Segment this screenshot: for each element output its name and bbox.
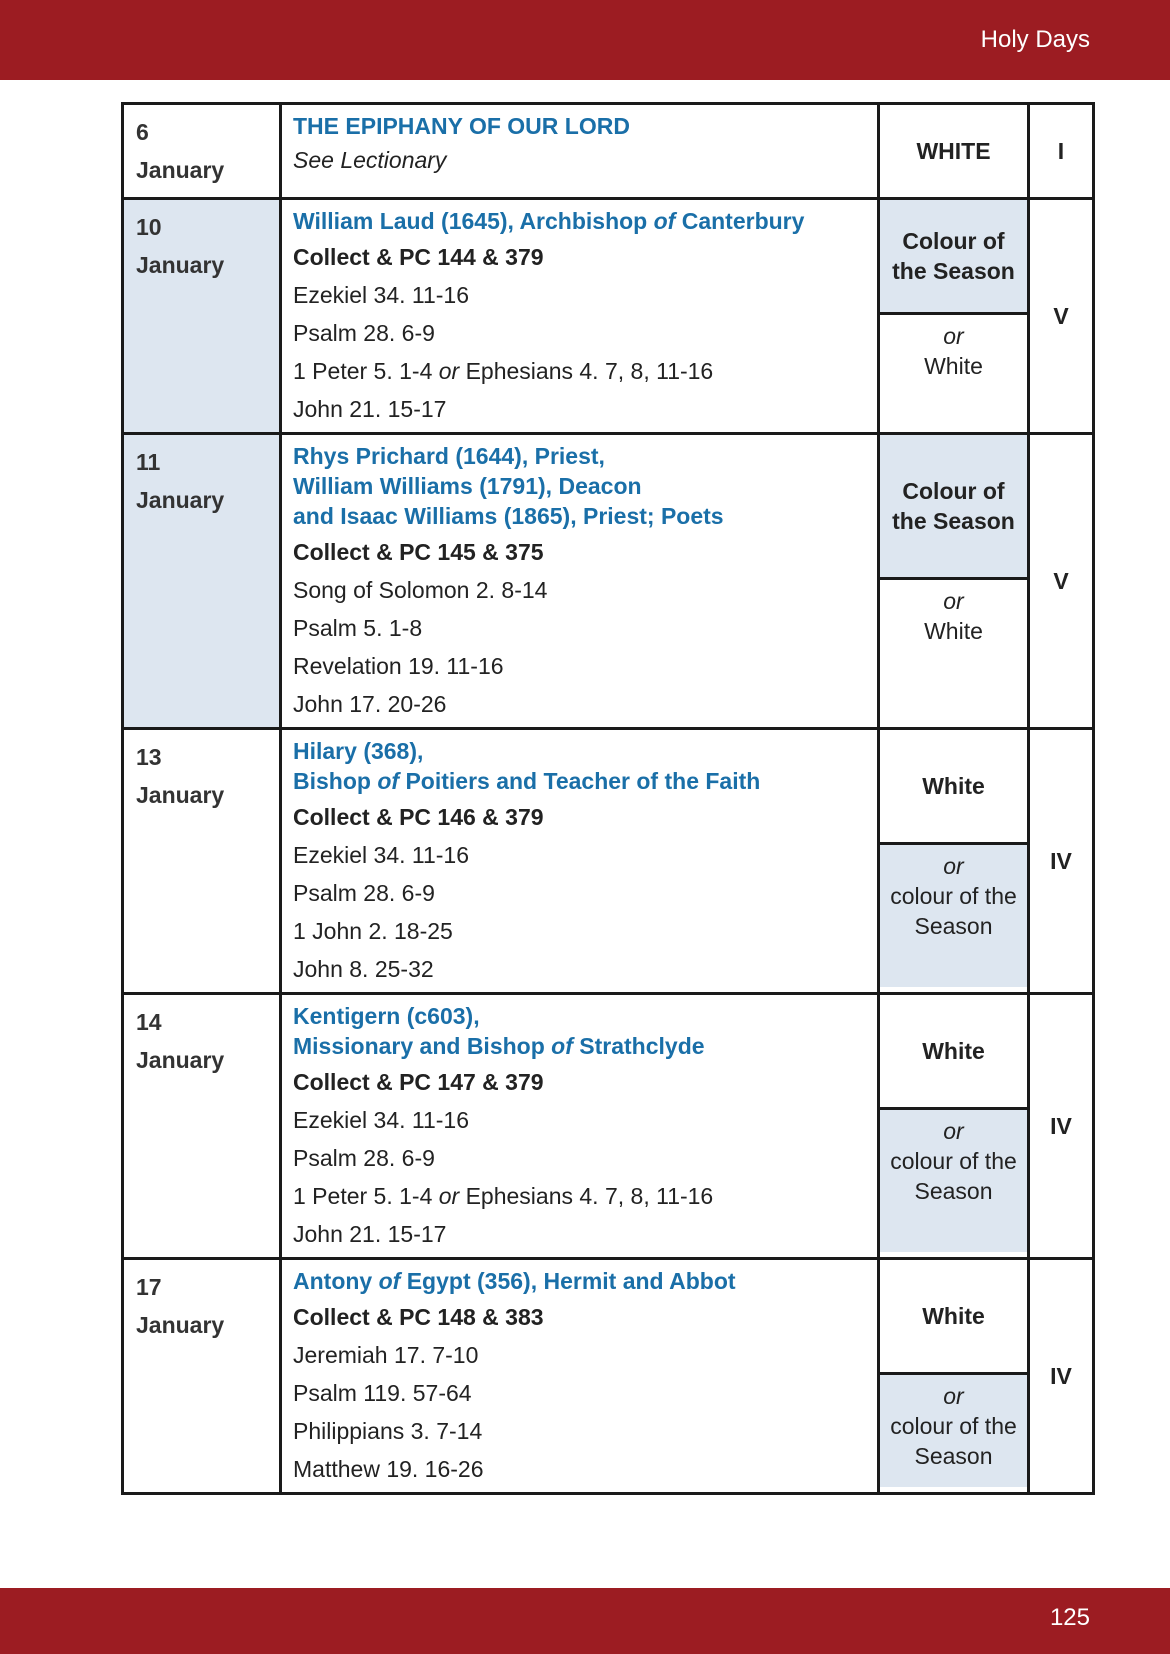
text-run: Psalm 5. 1-8 <box>293 615 423 641</box>
text-run: Strathclyde <box>572 1033 705 1059</box>
reading-line <box>293 685 867 723</box>
commemoration-cell <box>281 729 879 994</box>
reading-line <box>293 1101 867 1139</box>
text-run: Egypt (356), Hermit and Abbot <box>400 1268 736 1294</box>
date-cell <box>123 434 281 729</box>
text-run: Psalm 28. 6-9 <box>293 320 435 346</box>
liturgical-colour-cell <box>879 434 1029 729</box>
title-line <box>293 111 867 141</box>
date-cell <box>123 729 281 994</box>
date-month: January <box>136 157 225 183</box>
text-run: Ezekiel 34. 11-16 <box>293 842 470 868</box>
table-row <box>123 994 1094 1259</box>
running-header-title: Holy Days <box>980 26 1090 53</box>
colour-alternative <box>880 315 1027 427</box>
text-run: 1 Peter 5. 1-4 <box>293 1183 439 1209</box>
text-run: Psalm 119. 57-64 <box>293 1380 472 1406</box>
date-cell <box>123 1259 281 1494</box>
colour-alt-label: colour of the Season <box>890 1148 1017 1204</box>
title-line <box>293 766 867 796</box>
text-run: Revelation 19. 11-16 <box>293 653 504 679</box>
italic-word: of <box>551 1033 573 1059</box>
page-number: 125 <box>1049 1604 1090 1631</box>
date-month: January <box>136 487 225 513</box>
table-row <box>123 729 1094 994</box>
text-run: Song of Solomon 2. 8-14 <box>293 577 548 603</box>
italic-word: or <box>438 358 460 384</box>
reading-line <box>293 390 867 428</box>
text-run: Matthew 19. 16-26 <box>293 1456 484 1482</box>
colour-or: or <box>943 1118 964 1144</box>
date-month: January <box>136 1312 225 1338</box>
title-line <box>293 471 867 501</box>
date-cell <box>123 994 281 1259</box>
date-day: 11 <box>136 449 161 475</box>
reading-line <box>293 314 867 352</box>
commemoration-title <box>293 111 867 141</box>
date-day: 6 <box>136 119 149 145</box>
title-line <box>293 1031 867 1061</box>
text-run: 1 John 2. 18-25 <box>293 918 453 944</box>
text-run: Philippians 3. 7-14 <box>293 1418 483 1444</box>
reading-line <box>293 1374 867 1412</box>
table-row <box>123 1259 1094 1494</box>
reading-line <box>293 571 867 609</box>
footer-band <box>0 1588 1170 1654</box>
rank-cell: V <box>1029 199 1094 434</box>
commemoration-title <box>293 1266 867 1296</box>
reading-line <box>293 276 867 314</box>
commemoration-cell <box>281 994 879 1259</box>
colour-alt-label: White <box>924 353 983 379</box>
commemoration-title <box>293 736 867 796</box>
colour-alt-label: White <box>924 618 983 644</box>
text-run: John 21. 15-17 <box>293 396 447 422</box>
holy-days-table <box>121 102 1095 1495</box>
reading-line <box>293 912 867 950</box>
commemoration-cell <box>281 434 879 729</box>
colour-or: or <box>943 323 964 349</box>
reading-line <box>293 1336 867 1374</box>
liturgical-colour-cell <box>879 104 1029 199</box>
date-cell <box>123 199 281 434</box>
liturgical-colour-cell <box>879 1259 1029 1494</box>
text-run: William Williams (1791), Deacon <box>293 473 642 499</box>
text-run: Ephesians 4. 7, 8, 11-16 <box>459 358 714 384</box>
colour-alternative <box>880 1375 1027 1487</box>
table-row <box>123 199 1094 434</box>
rank-cell: IV <box>1029 994 1094 1259</box>
text-run: THE EPIPHANY OF OUR LORD <box>293 113 630 139</box>
reading-line <box>293 874 867 912</box>
collect-reference: Collect & PC 148 & 383 <box>293 1304 544 1330</box>
date-cell <box>123 104 281 199</box>
title-line <box>293 501 867 531</box>
colour-alternative <box>880 845 1027 987</box>
date-day: 13 <box>136 744 162 770</box>
text-run: 1 Peter 5. 1-4 <box>293 358 439 384</box>
italic-word: of <box>377 768 400 794</box>
date-day: 17 <box>136 1274 162 1300</box>
reading-line <box>293 647 867 685</box>
colour-primary: White <box>880 730 1027 845</box>
text-run: Ezekiel 34. 11-16 <box>293 282 470 308</box>
colour-primary: Colour of the Season <box>880 435 1027 580</box>
colour-or: or <box>943 1383 964 1409</box>
liturgical-colour-cell <box>879 729 1029 994</box>
title-line <box>293 1001 867 1031</box>
rank-cell: IV <box>1029 1259 1094 1494</box>
date-month: January <box>136 252 225 278</box>
text-run: Poitiers and Teacher of the Faith <box>399 768 761 794</box>
reading-line <box>293 1412 867 1450</box>
date-month: January <box>136 782 225 808</box>
reading-line <box>293 1450 867 1488</box>
colour-primary: White <box>880 995 1027 1110</box>
text-run: Ezekiel 34. 11-16 <box>293 1107 470 1133</box>
reading-line <box>293 609 867 647</box>
text-run: John 21. 15-17 <box>293 1221 447 1247</box>
title-line <box>293 736 867 766</box>
title-line <box>293 206 867 236</box>
colour-or: or <box>943 853 964 879</box>
liturgical-colour-cell <box>879 994 1029 1259</box>
subtitle-text: See Lectionary <box>293 147 447 173</box>
colour-label: WHITE <box>916 137 991 164</box>
date-day: 10 <box>136 214 162 240</box>
colour-primary: White <box>880 1260 1027 1375</box>
text-run: Missionary and Bishop <box>293 1033 552 1059</box>
commemoration-cell <box>281 1259 879 1494</box>
colour-or: or <box>943 588 964 614</box>
collect-reference: Collect & PC 147 & 379 <box>293 1069 544 1095</box>
text-run: William Laud (1645), Archbishop <box>293 208 654 234</box>
text-run: Kentigern (c603), <box>293 1003 480 1029</box>
commemoration-title <box>293 206 867 236</box>
commemoration-title <box>293 1001 867 1061</box>
rank-cell: I <box>1029 104 1094 199</box>
rank-cell: V <box>1029 434 1094 729</box>
date-month: January <box>136 1047 225 1073</box>
rank-cell: IV <box>1029 729 1094 994</box>
table-row <box>123 104 1094 199</box>
text-run: Rhys Prichard (1644), Priest, <box>293 443 605 469</box>
colour-alt-label: colour of the Season <box>890 1413 1017 1469</box>
colour-primary: Colour of the Season <box>880 200 1027 315</box>
reading-line <box>293 1139 867 1177</box>
colour-alt-label: colour of the Season <box>890 883 1017 939</box>
text-run: John 8. 25-32 <box>293 956 434 982</box>
title-line <box>293 1266 867 1296</box>
table-row <box>123 434 1094 729</box>
text-run: Jeremiah 17. 7-10 <box>293 1342 479 1368</box>
commemoration-title <box>293 441 867 531</box>
reading-line <box>293 352 867 390</box>
reading-line <box>293 1215 867 1253</box>
text-run: John 17. 20-26 <box>293 691 447 717</box>
text-run: and Isaac Williams (1865), Priest; Poets <box>293 503 724 529</box>
colour-alternative <box>880 580 1027 724</box>
collect-reference: Collect & PC 144 & 379 <box>293 244 544 270</box>
reading-line <box>293 1177 867 1215</box>
header-band <box>0 0 1170 80</box>
colour-alternative <box>880 1110 1027 1252</box>
liturgical-colour-cell <box>879 199 1029 434</box>
text-run: Ephesians 4. 7, 8, 11-16 <box>459 1183 714 1209</box>
text-run: Bishop <box>293 768 378 794</box>
italic-word: or <box>438 1183 460 1209</box>
reading-line <box>293 950 867 988</box>
italic-word: of <box>378 1268 401 1294</box>
title-line <box>293 441 867 471</box>
reading-line <box>293 836 867 874</box>
text-run: Canterbury <box>675 208 805 234</box>
date-day: 14 <box>136 1009 162 1035</box>
collect-reference: Collect & PC 145 & 375 <box>293 539 544 565</box>
collect-reference: Collect & PC 146 & 379 <box>293 804 544 830</box>
text-run: Hilary (368), <box>293 738 424 764</box>
text-run: Psalm 28. 6-9 <box>293 1145 435 1171</box>
text-run: Antony <box>293 1268 379 1294</box>
commemoration-cell <box>281 104 879 199</box>
text-run: Psalm 28. 6-9 <box>293 880 435 906</box>
italic-word: of <box>653 208 676 234</box>
commemoration-cell <box>281 199 879 434</box>
